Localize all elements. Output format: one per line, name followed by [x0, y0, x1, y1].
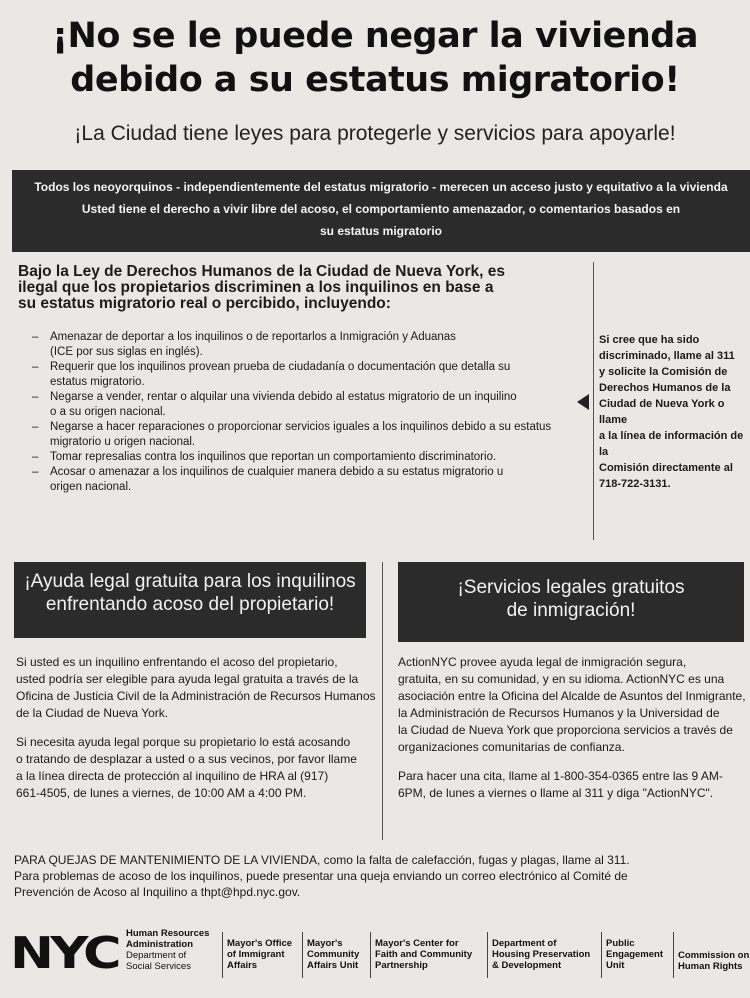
law-heading-line-3: su estatus migratorio real o percibido, incluyendo:: [18, 295, 391, 312]
footer-complaints: [14, 852, 714, 900]
list-item: [32, 330, 572, 360]
partner-divider: [487, 932, 488, 978]
partner-line: Mayor's: [307, 938, 343, 949]
partner-divider: [370, 932, 371, 978]
banner-line-3: su estatus migratorio: [319, 224, 443, 238]
note-line: Comisión directamente al: [599, 462, 733, 474]
partner-line: Department of: [126, 950, 187, 961]
text-line: 661-4505, de lunes a viernes, de 10:00 AM a 4:00 PM.: [16, 786, 307, 800]
partner-line: Human Resources: [126, 928, 210, 939]
immigration-services-heading: [398, 562, 744, 642]
partner-hra: [126, 928, 220, 972]
subtitle: ¡La Ciudad tiene leyes para protegerle y servicios para apoyarle!: [74, 122, 676, 145]
law-heading-line-2: ilegal que los propietarios discriminen a los inquilinos en base a: [18, 279, 494, 296]
legal-help-paragraph-2: [16, 734, 376, 802]
partner-line: Department of: [492, 938, 557, 949]
list-item-line: estatus migratorio.: [50, 376, 145, 388]
text-line: Para hacer una cita, llame al 1-800-354-0365 entre las 9 AM-: [398, 769, 723, 783]
list-item-line: origen nacional.: [50, 481, 132, 493]
page-title: [0, 14, 750, 102]
partner-divider: [302, 932, 303, 978]
text-line: asociación entre la Oficina del Alcalde de Asuntos del Inmigrante,: [398, 689, 746, 703]
text-line: ActionNYC provee ayuda legal de inmigración segura,: [398, 655, 687, 669]
immigration-services-body: [398, 654, 748, 814]
partner-line: Unit: [606, 960, 625, 971]
section-divider: [593, 262, 594, 540]
dash-bullet: –: [32, 451, 39, 463]
note-line: a la línea de información de la: [599, 430, 744, 458]
title-line-2: debido a su estatus migratorio!: [70, 60, 680, 100]
partner-divider: [222, 932, 223, 978]
partner-line: Affairs: [227, 960, 258, 971]
partner-line: Community: [307, 949, 360, 960]
partner-line: Human Rights: [678, 961, 743, 972]
text-line: a la línea directa de protección al inquilino de HRA al (917): [16, 769, 329, 783]
text-line: gratuita, en su comunidad, y en su idioma. ActionNYC es una: [398, 672, 725, 686]
text-line: usted podría ser elegible para ayuda legal gratuita a través de la: [16, 672, 359, 686]
banner-line-2: Usted tiene el derecho a vivir libre del acoso, el comportamiento amenazador, o comentarios basados en: [81, 202, 681, 216]
list-item: [32, 390, 572, 420]
partner-divider: [673, 932, 674, 978]
partner-line: Affairs Unit: [307, 960, 359, 971]
list-item-line: Tomar represalias contra los inquilinos que reportan un comportamiento discriminatorio.: [50, 451, 497, 463]
text-line: o tratando de desplazar a usted o a sus vecinos, por favor llame: [16, 752, 357, 766]
note-line: discriminado, llame al 311: [599, 350, 735, 362]
list-item: [32, 420, 572, 450]
dash-bullet: –: [32, 421, 39, 433]
legal-help-paragraph-1: [16, 654, 376, 722]
text-line: Si usted es un inquilino enfrentando el acoso del propietario,: [16, 655, 338, 669]
banner-line-1: Todos los neoyorquinos - independientemente del estatus migratorio - merecen un acceso justo y equitativo a la vivienda: [34, 180, 728, 194]
nyc-logo-text: NYC: [10, 930, 119, 972]
partner-line: & Development: [492, 960, 562, 971]
list-item: [32, 360, 572, 390]
partner-line: of Immigrant: [227, 949, 285, 960]
note-line: Si cree que ha sido: [599, 334, 700, 346]
text-line: de la Ciudad de Nueva York.: [16, 706, 169, 720]
list-item: [32, 450, 572, 465]
partner-line: Public: [606, 938, 635, 949]
prohibited-actions-list: [32, 330, 572, 495]
law-heading: [18, 264, 578, 312]
footer-line: Para problemas de acoso de los inquilinos, puede presentar una queja enviando un correo electrónico al Comité de: [14, 869, 628, 883]
note-line: y solicite la Comisión de: [599, 366, 728, 378]
list-item-line: (ICE por sus siglas en inglés).: [50, 346, 203, 358]
dash-bullet: –: [32, 331, 39, 343]
partner-cchr: [678, 950, 750, 972]
note-line: Derechos Humanos de la: [599, 382, 731, 394]
partner-line: Engagement: [606, 949, 664, 960]
discrimination-contact-note: [599, 332, 750, 492]
note-line: 718-722-3131.: [599, 478, 671, 490]
partner-line: Administration: [126, 939, 194, 950]
list-item-line: Acosar o amenazar a los inquilinos de cualquier manera debido a su estatus migratorio u: [50, 466, 504, 478]
list-item-line: Negarse a hacer reparaciones o proporcionar servicios iguales a los inquilinos debido a su estatus: [50, 421, 552, 433]
partner-line: Mayor's Office: [227, 938, 293, 949]
partner-line: Partnership: [375, 960, 428, 971]
partner-moia: [227, 938, 301, 971]
partner-peu: [606, 938, 672, 971]
pointer-arrow-icon: [577, 394, 589, 410]
partner-line: Mayor's Center for: [375, 938, 459, 949]
law-heading-line-1: Bajo la Ley de Derechos Humanos de la Ciudad de Nueva York, es: [18, 263, 505, 280]
legal-help-heading: [14, 562, 366, 638]
immigration-paragraph-1: [398, 654, 748, 756]
list-item-line: migratorio u origen nacional.: [50, 436, 196, 448]
note-line: Ciudad de Nueva York o llame: [599, 398, 725, 426]
text-line: la Ciudad de Nueva York que proporciona servicios a través de: [398, 723, 733, 737]
text-line: Oficina de Justicia Civil de la Administración de Recursos Humanos: [16, 689, 376, 703]
column-divider: [382, 562, 383, 840]
partner-line: Social Services: [126, 961, 191, 972]
dash-bullet: –: [32, 391, 39, 403]
nyc-logo: [10, 930, 122, 972]
list-item-line: Requerir que los inquilinos provean prueba de ciudadanía o documentación que detalla su: [50, 361, 511, 373]
footer-line: Prevención de Acoso al Inquilino a thpt@hpd.nyc.gov.: [14, 885, 301, 899]
list-item: [32, 465, 572, 495]
immigration-paragraph-2: [398, 768, 748, 802]
partner-hpd: [492, 938, 602, 971]
text-line: la Administración de Recursos Humanos y la Universidad de: [398, 706, 720, 720]
dash-bullet: –: [32, 361, 39, 373]
partner-mcfcp: [375, 938, 485, 971]
text-line: 6PM, de lunes a viernes o llame al 311 y diga "ActionNYC".: [398, 786, 714, 800]
immigration-title-line: de inmigración!: [506, 600, 636, 621]
partner-line: Housing Preservation: [492, 949, 591, 960]
title-line-1: ¡No se le puede negar la vivienda: [52, 16, 698, 56]
text-line: organizaciones comunitarias de confianza.: [398, 740, 625, 754]
partner-line: Commission on: [678, 950, 750, 961]
partner-line: Faith and Community: [375, 949, 473, 960]
footer-line: PARA QUEJAS DE MANTENIMIENTO DE LA VIVIENDA, como la falta de calefacción, fugas y plagas, llame al 311.: [14, 853, 630, 867]
legal-help-title-line: ¡Ayuda legal gratuita para los inquilinos: [24, 571, 356, 592]
dash-bullet: –: [32, 466, 39, 478]
immigration-title-line: ¡Servicios legales gratuitos: [457, 577, 685, 598]
list-item-line: Amenazar de deportar a los inquilinos o de reportarlos a Inmigración y Aduanas: [50, 331, 456, 343]
legal-help-body: [16, 654, 376, 814]
legal-help-title-line: enfrentando acoso del propietario!: [45, 594, 335, 615]
partner-divider: [601, 932, 602, 978]
list-item-line: o a su origen nacional.: [50, 406, 166, 418]
partner-mcau: [307, 938, 369, 971]
list-item-line: Negarse a vender, rentar o alquilar una vivienda debido al estatus migratorio de un inquilino: [50, 391, 517, 403]
text-line: Si necesita ayuda legal porque su propietario lo está acosando: [16, 735, 351, 749]
rights-banner: [12, 170, 750, 252]
